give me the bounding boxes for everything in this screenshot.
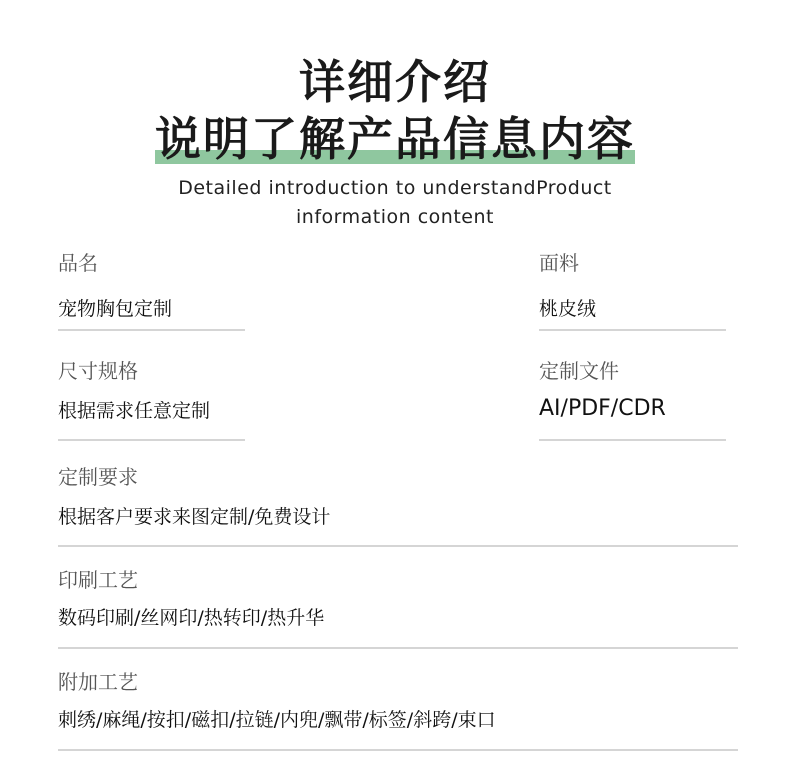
field-label: 尺寸规格 xyxy=(58,359,138,383)
field-custom-requirement xyxy=(58,463,330,531)
field-value: AI/PDF/CDR xyxy=(539,396,666,421)
field-value: 数码印刷/丝网印/热转印/热升华 xyxy=(58,607,325,629)
divider xyxy=(58,545,738,547)
divider xyxy=(539,439,726,441)
field-label: 附加工艺 xyxy=(58,670,138,694)
divider xyxy=(58,647,738,649)
field-label: 印刷工艺 xyxy=(58,568,138,592)
field-value: 根据需求任意定制 xyxy=(58,400,211,422)
field-label: 品名 xyxy=(58,251,98,275)
field-fabric xyxy=(539,249,596,323)
field-value: 宠物胸包定制 xyxy=(58,298,173,320)
field-extra-process xyxy=(58,668,496,734)
field-label: 定制文件 xyxy=(539,359,619,383)
page-subtitle: 说明了解产品信息内容 xyxy=(155,112,635,166)
page-subtitle-highlight xyxy=(155,110,635,168)
field-size xyxy=(58,357,210,425)
divider xyxy=(539,329,726,331)
field-value: 根据客户要求来图定制/免费设计 xyxy=(58,506,331,528)
english-subtitle-line2: information content xyxy=(296,206,494,228)
field-printing xyxy=(58,566,324,632)
field-label: 面料 xyxy=(539,251,579,275)
field-product-name xyxy=(58,249,172,323)
english-subtitle xyxy=(0,174,790,232)
divider xyxy=(58,329,245,331)
field-value: 刺绣/麻绳/按扣/磁扣/拉链/内兜/飘带/标签/斜跨/束口 xyxy=(58,709,496,731)
field-value: 桃皮绒 xyxy=(539,298,597,320)
page-title: 详细介绍 xyxy=(299,55,491,109)
title-block xyxy=(0,52,790,168)
divider xyxy=(58,439,245,441)
field-label: 定制要求 xyxy=(58,465,138,489)
field-custom-file xyxy=(539,357,666,423)
english-subtitle-line1: Detailed introduction to understandProduct xyxy=(178,177,612,199)
divider xyxy=(58,749,738,751)
